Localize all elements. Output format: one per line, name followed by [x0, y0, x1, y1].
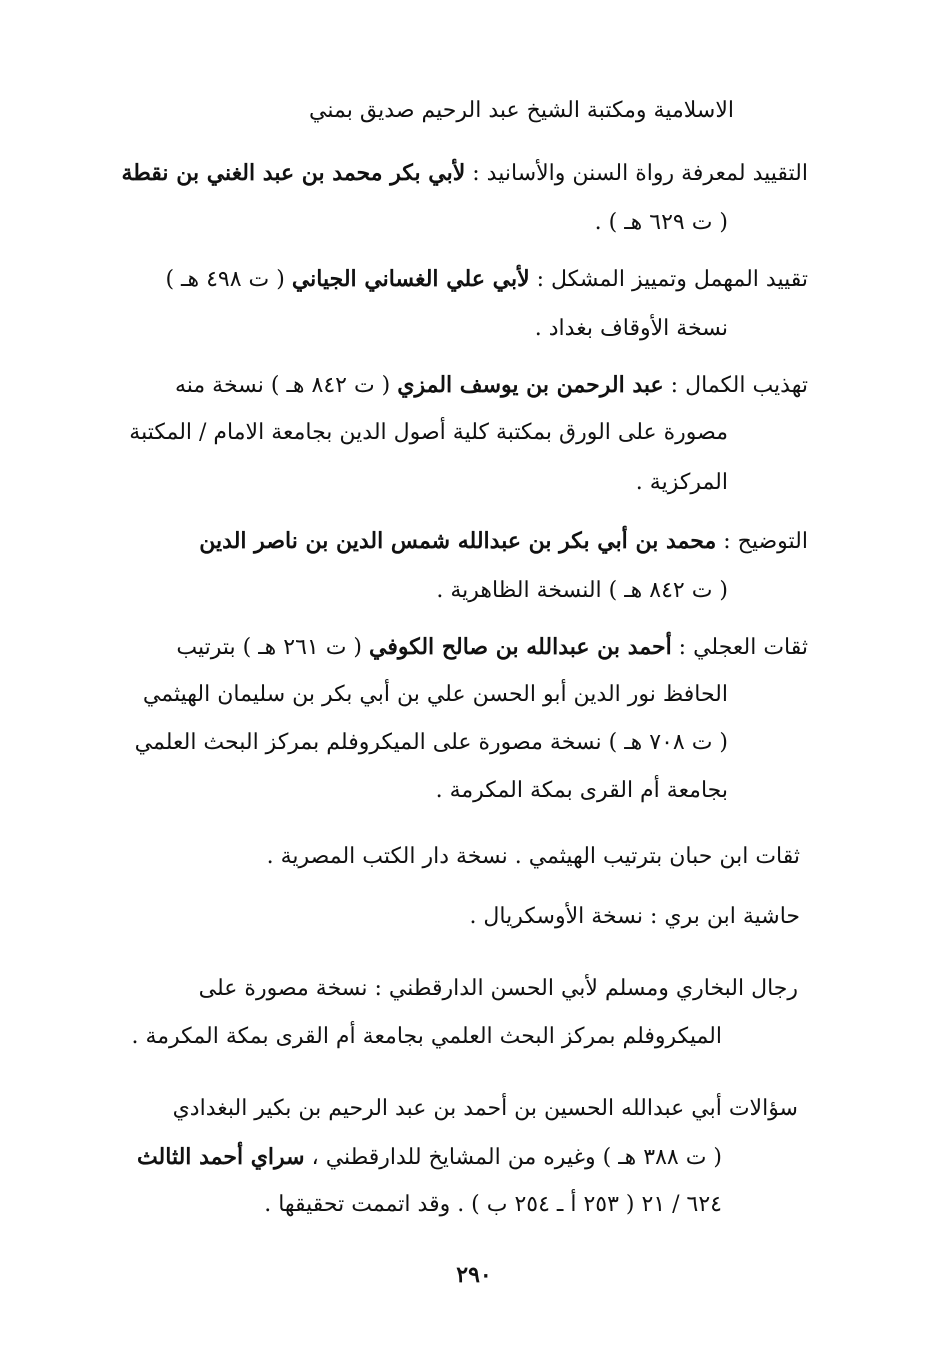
entry-text: بجامعة أم القرى بمكة المكرمة .: [435, 778, 728, 803]
entry-author: لأبي بكر محمد بن عبد الغني بن نقطة: [121, 160, 466, 186]
entry-line: [143, 680, 728, 710]
entry-line: [469, 902, 800, 932]
entry-line: [535, 314, 728, 344]
entry-text: رجال البخاري ومسلم لأبي الحسن الدارقطني : نسخة مصورة على: [198, 976, 798, 1001]
entry-text: ٦٢٤ / ٢١ ( ٢٥٣ أ ـ ٢٥٤ ب ) . وقد اتممت تحقيقها .: [264, 1192, 722, 1217]
entry-line: [199, 974, 798, 1004]
entry-text: ( ت ٧٠٨ هـ ) نسخة مصورة على الميكروفلم بمركز البحث العلمي: [134, 730, 728, 755]
entry-text: ( ت ٦٢٩ هـ ) .: [594, 210, 728, 235]
entry-title: التقييد لمعرفة رواة السنن والأسانيد :: [465, 161, 808, 186]
entry-author: عبد الرحمن بن يوسف المزي: [397, 372, 664, 398]
entry-text: مصورة على الورق بمكتبة كلية أصول الدين بجامعة الامام / المكتبة: [129, 420, 728, 445]
entry-author: سراي أحمد الثالث: [136, 1144, 305, 1170]
entry-text: المركزية .: [635, 470, 728, 495]
entry-line: [176, 632, 808, 663]
entry-line: [175, 370, 808, 401]
entry-text: ( ت ٢٦١ هـ ) بترتيب: [176, 635, 369, 660]
entry-author: لأبي علي الغساني الجياني: [291, 266, 530, 292]
entry-line: [595, 208, 728, 238]
entry-line: [173, 1094, 798, 1124]
entry-line: [199, 526, 808, 557]
entry-title: ثقات العجلي :: [671, 635, 808, 660]
entry-line: [165, 264, 808, 295]
entry-text: الميكروفلم بمركز البحث العلمي بجامعة أم القرى بمكة المكرمة .: [131, 1024, 722, 1049]
entry-title: التوضيح :: [716, 529, 808, 554]
entry-author: محمد بن أبي بكر بن عبدالله شمس الدين بن ناصر الدين: [199, 528, 717, 554]
entry-line: [131, 1022, 722, 1052]
entry-title: تهذيب الكمال :: [663, 373, 808, 398]
entry-text: سؤالات أبي عبدالله الحسين بن أحمد بن عبد الرحيم بن بكير البغدادي: [172, 1096, 798, 1121]
entry-text: ( ت ٨٤٢ هـ ) نسخة منه: [174, 373, 398, 398]
entry-text: ( ت ٨٤٢ هـ ) النسخة الظاهرية .: [436, 578, 728, 603]
entry-line: [135, 728, 728, 758]
entry-line: [267, 842, 800, 872]
entry-line: [129, 418, 728, 448]
entry-line: [264, 1190, 722, 1220]
header-continuation: الاسلامية ومكتبة الشيخ عبد الرحيم صديق بمني: [309, 98, 734, 123]
entry-line: [137, 1142, 722, 1173]
entry-text: ( ت ٤٩٨ هـ ): [165, 267, 292, 292]
entry-text: ( ت ٣٨٨ هـ ) وغيره من المشايخ للدارقطني ،: [304, 1145, 722, 1170]
entry-title: تقييد المهمل وتمييز المشكل :: [529, 267, 808, 292]
entry-line: [636, 468, 728, 498]
entry-text: نسخة الأوقاف بغداد .: [534, 316, 728, 341]
entry-author: أحمد بن عبدالله بن صالح الكوفي: [368, 634, 672, 660]
entry-line: [436, 576, 728, 606]
entry-line: [436, 776, 728, 806]
entry-line: [121, 158, 808, 189]
page-number: ٢٩٠: [456, 1262, 492, 1288]
entry-text: الحافظ نور الدين أبو الحسن علي بن أبي بكر بن سليمان الهيثمي: [142, 682, 728, 707]
entry-text: ثقات ابن حبان بترتيب الهيثمي . نسخة دار الكتب المصرية .: [266, 844, 800, 869]
entry-text: حاشية ابن بري : نسخة الأوسكريال .: [469, 904, 800, 929]
